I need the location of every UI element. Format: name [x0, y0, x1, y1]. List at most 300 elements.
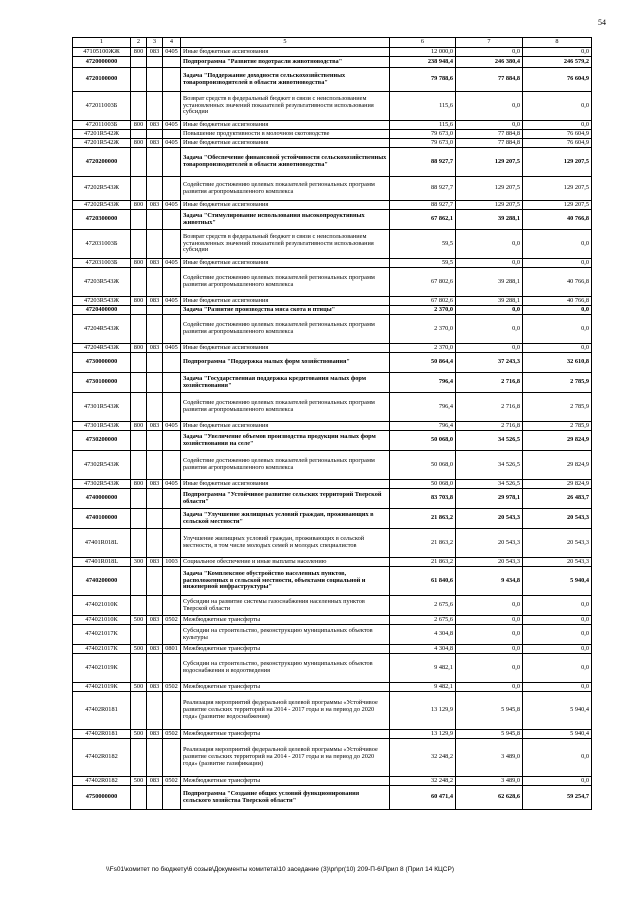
value-col6-cell: 2 675,6: [390, 596, 456, 616]
value-col6-cell: 67 802,6: [390, 297, 456, 306]
value-col8-cell: 5 940,4: [523, 692, 592, 730]
description-cell: Содействие достижению целевых показателей региональных программ развития агропромышленного комплекса: [181, 451, 390, 480]
col4-cell: 0405: [163, 344, 181, 353]
col4-cell: 1003: [163, 558, 181, 567]
value-col8-cell: 0,0: [523, 306, 592, 315]
description-cell: Иные бюджетные ассигнования: [181, 422, 390, 431]
col2-cell: [131, 268, 147, 297]
value-col7-cell: 34 526,5: [456, 480, 523, 489]
value-col6-cell: 50 068,0: [390, 431, 456, 451]
value-col6-cell: 796,4: [390, 373, 456, 393]
code-cell: 47204R543Ж: [73, 315, 131, 344]
value-col6-cell: 61 840,6: [390, 567, 456, 596]
value-col7-cell: 0,0: [456, 92, 523, 121]
col3-cell: [147, 786, 163, 810]
value-col7-cell: 20 543,3: [456, 558, 523, 567]
code-cell: 47402R0181: [73, 730, 131, 739]
code-cell: 474021010К: [73, 616, 131, 625]
col3-cell: 083: [147, 48, 163, 57]
value-col6-cell: 13 129,9: [390, 692, 456, 730]
col4-cell: 0405: [163, 480, 181, 489]
col3-cell: 083: [147, 558, 163, 567]
value-col8-cell: 129 207,5: [523, 177, 592, 201]
col3-cell: [147, 177, 163, 201]
page-number: 54: [598, 18, 606, 27]
description-cell: Содействие достижению целевых показателей региональных программ развития агропромышленного комплекса: [181, 315, 390, 344]
col3-cell: [147, 692, 163, 730]
col2-cell: [131, 315, 147, 344]
col3-cell: 083: [147, 645, 163, 654]
value-col8-cell: 0,0: [523, 344, 592, 353]
col4-cell: [163, 130, 181, 139]
value-col6-cell: 4 304,8: [390, 625, 456, 645]
value-col6-cell: 88 927,7: [390, 148, 456, 177]
code-cell: 4740100000: [73, 509, 131, 529]
col4-cell: [163, 177, 181, 201]
table-row: [73, 259, 592, 268]
col4-cell: [163, 148, 181, 177]
value-col7-cell: 39 288,1: [456, 210, 523, 230]
table-row: [73, 654, 592, 683]
col4-cell: 0405: [163, 121, 181, 130]
col3-cell: 083: [147, 259, 163, 268]
value-col6-cell: 59,5: [390, 230, 456, 259]
table-row: [73, 567, 592, 596]
value-col6-cell: 79 673,0: [390, 139, 456, 148]
col4-cell: [163, 373, 181, 393]
value-col7-cell: 3 489,0: [456, 739, 523, 777]
table-row: [73, 777, 592, 786]
value-col7-cell: 0,0: [456, 230, 523, 259]
description-cell: Возврат средств в федеральный бюджет в связи с неиспользованием установленных значений показателей результативности использования субсидии: [181, 92, 390, 121]
table-row: [73, 68, 592, 92]
col3-cell: [147, 130, 163, 139]
col4-cell: [163, 786, 181, 810]
col2-cell: [131, 654, 147, 683]
value-col6-cell: 2 370,0: [390, 315, 456, 344]
value-col7-cell: 5 945,8: [456, 730, 523, 739]
header-cell: 1: [73, 38, 131, 48]
col3-cell: 083: [147, 297, 163, 306]
code-cell: 47401R018L: [73, 558, 131, 567]
description-cell: Задача "Обеспечение финансовой устойчивости сельскохозяйственных товаропроизводителей в области животноводства": [181, 148, 390, 177]
description-cell: Иные бюджетные ассигнования: [181, 259, 390, 268]
code-cell: 472011003Б: [73, 121, 131, 130]
col2-cell: [131, 177, 147, 201]
col2-cell: 500: [131, 730, 147, 739]
col4-cell: [163, 509, 181, 529]
value-col6-cell: 59,5: [390, 259, 456, 268]
value-col7-cell: 0,0: [456, 259, 523, 268]
code-cell: 47203R543Ж: [73, 297, 131, 306]
value-col8-cell: 129 207,5: [523, 148, 592, 177]
description-cell: Задача "Комплексное обустройство населенных пунктов, расположенных в сельской местности, объектами социальной и инженерной инфраструктуры": [181, 567, 390, 596]
value-col8-cell: 2 785,9: [523, 422, 592, 431]
table-row: [73, 297, 592, 306]
col3-cell: 083: [147, 139, 163, 148]
col2-cell: [131, 529, 147, 558]
description-cell: Задача "Улучшение жилищных условий граждан, проживающих в сельской местности": [181, 509, 390, 529]
header-cell: 6: [390, 38, 456, 48]
col3-cell: [147, 315, 163, 344]
col2-cell: [131, 210, 147, 230]
value-col7-cell: 29 978,1: [456, 489, 523, 509]
description-cell: Подпрограмма "Создание общих условий функционирования сельского хозяйства Тверской области": [181, 786, 390, 810]
table-row: [73, 422, 592, 431]
description-cell: Межбюджетные трансферты: [181, 777, 390, 786]
value-col7-cell: 0,0: [456, 683, 523, 692]
table-row: [73, 373, 592, 393]
value-col6-cell: 12 000,0: [390, 48, 456, 57]
col3-cell: 083: [147, 730, 163, 739]
col4-cell: [163, 739, 181, 777]
col2-cell: 800: [131, 48, 147, 57]
header-cell: 5: [181, 38, 390, 48]
col2-cell: [131, 625, 147, 645]
col2-cell: [131, 596, 147, 616]
value-col7-cell: 20 543,3: [456, 509, 523, 529]
value-col7-cell: 3 489,0: [456, 777, 523, 786]
value-col8-cell: 2 785,9: [523, 373, 592, 393]
col2-cell: [131, 567, 147, 596]
value-col6-cell: 4 304,8: [390, 645, 456, 654]
col4-cell: [163, 567, 181, 596]
description-cell: Межбюджетные трансферты: [181, 616, 390, 625]
description-cell: Субсидии на строительство, реконструкцию муниципальных объектов культуры: [181, 625, 390, 645]
code-cell: 4740200000: [73, 567, 131, 596]
col3-cell: 083: [147, 616, 163, 625]
col3-cell: [147, 373, 163, 393]
description-cell: Повышение продуктивности в молочном скотоводстве: [181, 130, 390, 139]
description-cell: Иные бюджетные ассигнования: [181, 48, 390, 57]
col4-cell: [163, 489, 181, 509]
col2-cell: 800: [131, 480, 147, 489]
value-col6-cell: 67 802,6: [390, 268, 456, 297]
code-cell: 4720100000: [73, 68, 131, 92]
col2-cell: 800: [131, 344, 147, 353]
value-col7-cell: 0,0: [456, 596, 523, 616]
col3-cell: [147, 57, 163, 68]
value-col7-cell: 39 288,1: [456, 268, 523, 297]
code-cell: 47202R543Ж: [73, 177, 131, 201]
description-cell: Задача "Увеличение объемов производства продукции малых форм хозяйствования на селе": [181, 431, 390, 451]
col2-cell: 500: [131, 777, 147, 786]
col4-cell: 0405: [163, 259, 181, 268]
col4-cell: [163, 230, 181, 259]
value-col6-cell: 88 927,7: [390, 177, 456, 201]
value-col7-cell: 2 716,8: [456, 393, 523, 422]
header-cell: 3: [147, 38, 163, 48]
value-col8-cell: 0,0: [523, 645, 592, 654]
col3-cell: [147, 654, 163, 683]
col4-cell: [163, 353, 181, 373]
value-col7-cell: 34 526,5: [456, 451, 523, 480]
col3-cell: 083: [147, 121, 163, 130]
value-col7-cell: 62 628,6: [456, 786, 523, 810]
code-cell: 47201R542Ж: [73, 139, 131, 148]
col2-cell: [131, 393, 147, 422]
col4-cell: [163, 431, 181, 451]
col4-cell: [163, 654, 181, 683]
value-col6-cell: 88 927,7: [390, 201, 456, 210]
value-col8-cell: 129 207,5: [523, 201, 592, 210]
col4-cell: [163, 529, 181, 558]
code-cell: 472011003Б: [73, 92, 131, 121]
value-col7-cell: 0,0: [456, 625, 523, 645]
description-cell: Подпрограмма "Поддержка малых форм хозяйствования": [181, 353, 390, 373]
header-cell: 2: [131, 38, 147, 48]
table-row: [73, 148, 592, 177]
value-col8-cell: 0,0: [523, 48, 592, 57]
description-cell: Иные бюджетные ассигнования: [181, 297, 390, 306]
col3-cell: 083: [147, 422, 163, 431]
table-row: [73, 509, 592, 529]
value-col8-cell: 0,0: [523, 654, 592, 683]
col2-cell: 500: [131, 683, 147, 692]
col4-cell: 0502: [163, 730, 181, 739]
col3-cell: 083: [147, 344, 163, 353]
value-col8-cell: 0,0: [523, 616, 592, 625]
description-cell: Реализация мероприятий федеральной целевой программы «Устойчивое развитие сельских территорий на 2014 - 2017 годы и на период до 2020 года» (развитие газификации): [181, 739, 390, 777]
value-col6-cell: 9 482,1: [390, 683, 456, 692]
col2-cell: [131, 489, 147, 509]
value-col8-cell: 29 824,9: [523, 480, 592, 489]
value-col7-cell: 37 243,3: [456, 353, 523, 373]
value-col7-cell: 0,0: [456, 645, 523, 654]
col2-cell: 300: [131, 558, 147, 567]
col4-cell: [163, 268, 181, 297]
value-col6-cell: 50 068,0: [390, 451, 456, 480]
col4-cell: [163, 451, 181, 480]
table-row: [73, 786, 592, 810]
table-row: [73, 92, 592, 121]
value-col7-cell: 0,0: [456, 616, 523, 625]
col4-cell: [163, 692, 181, 730]
col3-cell: 083: [147, 683, 163, 692]
value-col7-cell: 129 207,5: [456, 177, 523, 201]
value-col8-cell: 0,0: [523, 121, 592, 130]
value-col6-cell: 60 471,4: [390, 786, 456, 810]
value-col6-cell: 796,4: [390, 393, 456, 422]
code-cell: 4730100000: [73, 373, 131, 393]
value-col6-cell: 796,4: [390, 422, 456, 431]
table-row: [73, 121, 592, 130]
value-col7-cell: 9 434,8: [456, 567, 523, 596]
value-col7-cell: 129 207,5: [456, 201, 523, 210]
value-col8-cell: 0,0: [523, 230, 592, 259]
col4-cell: 0801: [163, 645, 181, 654]
value-col6-cell: 9 482,1: [390, 654, 456, 683]
code-cell: 472031003Б: [73, 230, 131, 259]
table-row: [73, 625, 592, 645]
col3-cell: [147, 567, 163, 596]
col3-cell: [147, 393, 163, 422]
value-col6-cell: 21 863,2: [390, 529, 456, 558]
code-cell: 4720200000: [73, 148, 131, 177]
table-row: [73, 489, 592, 509]
value-col8-cell: 5 940,4: [523, 730, 592, 739]
code-cell: 474021017К: [73, 625, 131, 645]
value-col8-cell: 26 483,7: [523, 489, 592, 509]
description-cell: Содействие достижению целевых показателей региональных программ развития агропромышленного комплекса: [181, 393, 390, 422]
description-cell: Задача "Стимулирование использования высокопродуктивных животных": [181, 210, 390, 230]
code-cell: 47202R543Ж: [73, 201, 131, 210]
code-cell: 4750000000: [73, 786, 131, 810]
description-cell: Межбюджетные трансферты: [181, 683, 390, 692]
col2-cell: [131, 148, 147, 177]
value-col6-cell: 2 675,6: [390, 616, 456, 625]
col3-cell: [147, 739, 163, 777]
col2-cell: [131, 451, 147, 480]
value-col8-cell: 40 766,8: [523, 268, 592, 297]
col3-cell: [147, 210, 163, 230]
value-col6-cell: 83 703,8: [390, 489, 456, 509]
code-cell: 472031003Б: [73, 259, 131, 268]
table-row: [73, 230, 592, 259]
value-col8-cell: 0,0: [523, 315, 592, 344]
description-cell: Реализация мероприятий федеральной целевой программы «Устойчивое развитие сельских территорий на 2014 - 2017 годы и на период до 2020 года» (развитие водоснабжения): [181, 692, 390, 730]
table-row: [73, 529, 592, 558]
table-row: [73, 130, 592, 139]
value-col7-cell: 34 526,5: [456, 431, 523, 451]
col2-cell: [131, 786, 147, 810]
col4-cell: 0405: [163, 297, 181, 306]
col2-cell: [131, 373, 147, 393]
col2-cell: [131, 68, 147, 92]
value-col6-cell: 32 248,2: [390, 739, 456, 777]
col4-cell: [163, 92, 181, 121]
col3-cell: [147, 306, 163, 315]
code-cell: 47302R543Ж: [73, 451, 131, 480]
table-row: [73, 315, 592, 344]
table-row: [73, 353, 592, 373]
table-row: [73, 596, 592, 616]
description-cell: Иные бюджетные ассигнования: [181, 344, 390, 353]
table-row: [73, 739, 592, 777]
code-cell: 474021019К: [73, 683, 131, 692]
code-cell: 4740000000: [73, 489, 131, 509]
value-col6-cell: 21 863,2: [390, 558, 456, 567]
col4-cell: [163, 315, 181, 344]
col2-cell: 500: [131, 616, 147, 625]
value-col8-cell: 2 785,9: [523, 393, 592, 422]
col3-cell: [147, 431, 163, 451]
header-row: [73, 38, 592, 48]
value-col8-cell: 76 604,9: [523, 139, 592, 148]
col3-cell: [147, 451, 163, 480]
col2-cell: 500: [131, 645, 147, 654]
value-col8-cell: 40 766,8: [523, 297, 592, 306]
value-col8-cell: 0,0: [523, 683, 592, 692]
col2-cell: [131, 230, 147, 259]
code-cell: 47301R543Ж: [73, 393, 131, 422]
col4-cell: [163, 596, 181, 616]
col4-cell: 0405: [163, 48, 181, 57]
table-row: [73, 431, 592, 451]
value-col7-cell: 77 884,8: [456, 68, 523, 92]
value-col7-cell: 0,0: [456, 121, 523, 130]
col3-cell: [147, 68, 163, 92]
value-col8-cell: 0,0: [523, 777, 592, 786]
value-col7-cell: 129 207,5: [456, 148, 523, 177]
header-cell: 7: [456, 38, 523, 48]
col2-cell: [131, 306, 147, 315]
col4-cell: [163, 393, 181, 422]
value-col7-cell: 5 945,8: [456, 692, 523, 730]
table-row: [73, 480, 592, 489]
col4-cell: 0502: [163, 683, 181, 692]
table-row: [73, 344, 592, 353]
code-cell: 4730200000: [73, 431, 131, 451]
description-cell: Возврат средств в федеральный бюджет в связи с неиспользованием установленных значений показателей результативности использования субсидии: [181, 230, 390, 259]
col3-cell: [147, 148, 163, 177]
col4-cell: [163, 625, 181, 645]
table-row: [73, 616, 592, 625]
value-col6-cell: 115,6: [390, 92, 456, 121]
code-cell: 474021010К: [73, 596, 131, 616]
header-cell: 4: [163, 38, 181, 48]
col3-cell: 083: [147, 201, 163, 210]
code-cell: 47302R543Ж: [73, 480, 131, 489]
value-col7-cell: 77 884,8: [456, 139, 523, 148]
value-col6-cell: 21 863,2: [390, 509, 456, 529]
col2-cell: [131, 130, 147, 139]
col3-cell: [147, 230, 163, 259]
code-cell: 47402R0182: [73, 777, 131, 786]
header-cell: 8: [523, 38, 592, 48]
code-cell: 47204R543Ж: [73, 344, 131, 353]
description-cell: Задача "Поддержание доходности сельскохозяйственных товаропроизводителей в области животноводства": [181, 68, 390, 92]
description-cell: Социальное обеспечение и иные выплаты населению: [181, 558, 390, 567]
col2-cell: 800: [131, 422, 147, 431]
value-col6-cell: 50 864,4: [390, 353, 456, 373]
table-row: [73, 177, 592, 201]
col2-cell: 800: [131, 139, 147, 148]
description-cell: Иные бюджетные ассигнования: [181, 139, 390, 148]
value-col6-cell: 2 370,0: [390, 344, 456, 353]
value-col6-cell: 50 068,0: [390, 480, 456, 489]
table-row: [73, 306, 592, 315]
description-cell: Иные бюджетные ассигнования: [181, 480, 390, 489]
value-col7-cell: 77 884,8: [456, 130, 523, 139]
value-col8-cell: 20 543,3: [523, 509, 592, 529]
col2-cell: [131, 692, 147, 730]
col2-cell: [131, 739, 147, 777]
col4-cell: [163, 210, 181, 230]
description-cell: Задача "Развитие производства мяса скота и птицы": [181, 306, 390, 315]
col2-cell: [131, 431, 147, 451]
col2-cell: [131, 509, 147, 529]
table-row: [73, 139, 592, 148]
description-cell: Задача "Государственная поддержка кредитования малых форм хозяйствования": [181, 373, 390, 393]
code-cell: 4720400000: [73, 306, 131, 315]
col3-cell: [147, 509, 163, 529]
value-col7-cell: 2 716,8: [456, 373, 523, 393]
value-col8-cell: 20 543,3: [523, 558, 592, 567]
value-col7-cell: 2 716,8: [456, 422, 523, 431]
col2-cell: 800: [131, 201, 147, 210]
value-col8-cell: 29 824,9: [523, 451, 592, 480]
col3-cell: [147, 596, 163, 616]
description-cell: Улучшение жилищных условий граждан, проживающих в сельской местности, в том числе молодых семей и молодых специалистов: [181, 529, 390, 558]
col4-cell: 0405: [163, 201, 181, 210]
value-col8-cell: 0,0: [523, 596, 592, 616]
value-col8-cell: 0,0: [523, 92, 592, 121]
value-col7-cell: 20 543,3: [456, 529, 523, 558]
code-cell: 4730000000: [73, 353, 131, 373]
col4-cell: 0405: [163, 422, 181, 431]
value-col8-cell: 76 604,9: [523, 130, 592, 139]
